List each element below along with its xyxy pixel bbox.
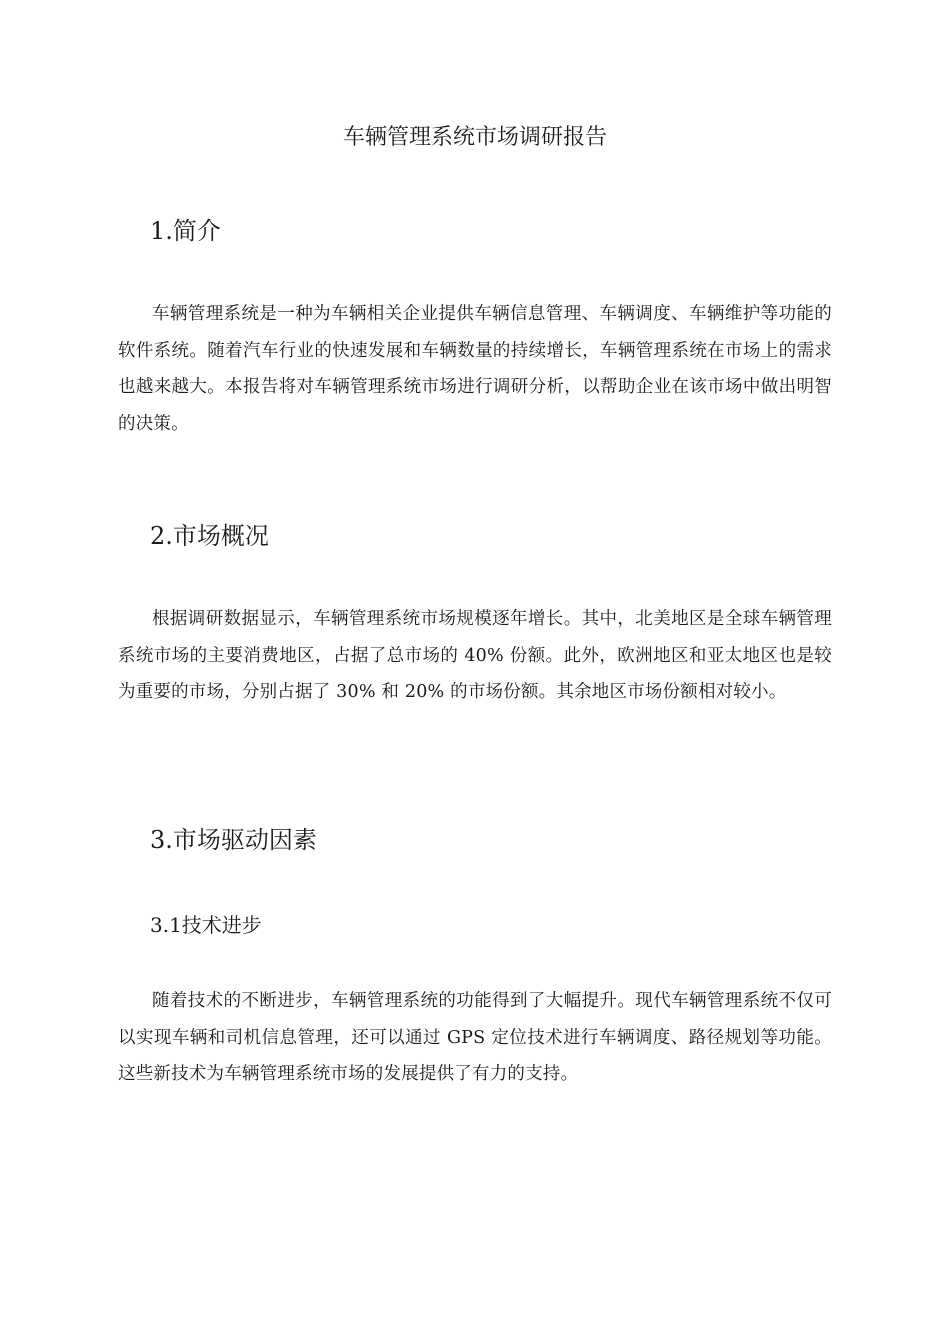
document-title: 车辆管理系统市场调研报告 xyxy=(342,125,607,150)
section-heading-intro: 1.简介 xyxy=(150,217,221,245)
subsection-paragraph-tech-progress: 随着技术的不断进步，车辆管理系统的功能得到了大幅提升。现代车辆管理系统不仅可以实现车辆和司机信息管理，还可以通过 GPS 定位技术进行车辆调度、路径规划等功能。这些新技术为车辆管理系统市场的发展提供了有力的支持。 xyxy=(118,991,832,1084)
section-heading-market-overview: 2.市场概况 xyxy=(150,522,269,550)
section-paragraph-intro: 车辆管理系统是一种为车辆相关企业提供车辆信息管理、车辆调度、车辆维护等功能的软件系统。随着汽车行业的快速发展和车辆数量的持续增长，车辆管理系统在市场上的需求也越来越大。本报告将对车辆管理系统市场进行调研分析，以帮助企业在该市场中做出明智的决策。 xyxy=(118,304,832,434)
subsection-heading-tech-progress: 3.1技术进步 xyxy=(150,913,262,937)
section-paragraph-market-overview: 根据调研数据显示，车辆管理系统市场规模逐年增长。其中，北美地区是全球车辆管理系统市场的主要消费地区，占据了总市场的 40% 份额。此外，欧洲地区和亚太地区也是较为重要的市场，分别占据了 30% 和 20% 的市场份额。其余地区市场份额相对较小。 xyxy=(118,609,832,702)
section-heading-market-drivers: 3.市场驱动因素 xyxy=(150,826,317,854)
